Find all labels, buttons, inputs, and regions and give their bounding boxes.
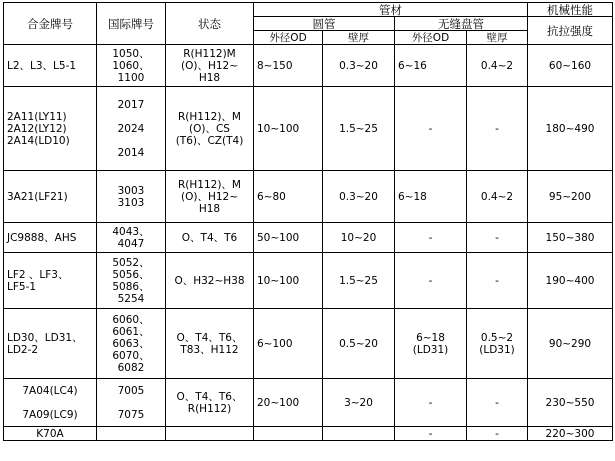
header-temper-state: 状态 [166, 3, 254, 45]
round-wall-cell: 1.5~25 [323, 87, 395, 171]
state-cell: R(H112)M (O)、H12~ H18 [166, 45, 254, 87]
header-seamless-coil: 无缝盘管 [395, 17, 528, 31]
tensile-cell: 150~380 [528, 223, 613, 253]
state-cell: O、T4、T6、 R(H112) [166, 379, 254, 427]
table-row [4, 45, 613, 87]
coil-wall-cell: - [467, 379, 528, 427]
header-coil-wall: 壁厚 [467, 31, 528, 45]
tensile-cell: 95~200 [528, 171, 613, 223]
state-cell: O、T4、T6、 T83、H112 [166, 309, 254, 379]
coil-od-cell: 6~16 [395, 45, 467, 87]
coil-wall-cell: - [467, 427, 528, 441]
alloy-cell: LD30、LD31、 LD2-2 [4, 309, 97, 379]
alloy-table-wrapper [3, 2, 613, 441]
intl-cell: 1050、 1060、 1100 [97, 45, 166, 87]
round-wall-cell: 10~20 [323, 223, 395, 253]
round-od-cell: 6~80 [254, 171, 323, 223]
coil-wall-cell: 0.4~2 [467, 45, 528, 87]
tensile-cell: 60~160 [528, 45, 613, 87]
table-row [4, 309, 613, 379]
state-cell: R(H112)、M (O)、CS (T6)、CZ(T4) [166, 87, 254, 171]
alloy-cell: 7A04(LC4) 7A09(LC9) [4, 379, 97, 427]
tensile-cell: 190~400 [528, 253, 613, 309]
coil-od-cell: - [395, 253, 467, 309]
alloy-cell: LF2 、LF3、 LF5-1 [4, 253, 97, 309]
round-od-cell [254, 427, 323, 441]
alloy-cell: JC9888、AHS [4, 223, 97, 253]
coil-wall-cell: - [467, 87, 528, 171]
state-cell [166, 427, 254, 441]
state-cell: R(H112)、M (O)、H12~ H18 [166, 171, 254, 223]
header-row-1 [4, 3, 613, 17]
round-wall-cell: 1.5~25 [323, 253, 395, 309]
state-cell: O、T4、T6 [166, 223, 254, 253]
round-wall-cell [323, 427, 395, 441]
aluminum-tube-spec-table [3, 2, 613, 441]
alloy-cell: 3A21(LF21) [4, 171, 97, 223]
header-round-tube: 圆管 [254, 17, 395, 31]
coil-od-cell: 6~18 [395, 171, 467, 223]
coil-od-cell: 6~18 (LD31) [395, 309, 467, 379]
round-od-cell: 6~100 [254, 309, 323, 379]
intl-cell: 3003 3103 [97, 171, 166, 223]
tensile-cell: 90~290 [528, 309, 613, 379]
round-od-cell: 50~100 [254, 223, 323, 253]
intl-cell: 6060、 6061、 6063、 6070、 6082 [97, 309, 166, 379]
coil-wall-cell: 0.5~2 (LD31) [467, 309, 528, 379]
intl-cell: 7005 7075 [97, 379, 166, 427]
round-od-cell: 10~100 [254, 87, 323, 171]
intl-cell [97, 427, 166, 441]
header-mechanical-properties: 机械性能 [528, 3, 613, 17]
coil-wall-cell: - [467, 253, 528, 309]
coil-od-cell: - [395, 223, 467, 253]
table-row [4, 87, 613, 171]
alloy-cell: 2A11(LY11) 2A12(LY12) 2A14(LD10) [4, 87, 97, 171]
intl-cell: 5052、 5056、 5086、 5254 [97, 253, 166, 309]
header-tensile-strength: 抗拉强度 [528, 17, 613, 45]
table-row [4, 171, 613, 223]
round-wall-cell: 0.3~20 [323, 45, 395, 87]
intl-cell: 2017 2024 2014 [97, 87, 166, 171]
tensile-cell: 230~550 [528, 379, 613, 427]
coil-od-cell: - [395, 379, 467, 427]
round-wall-cell: 0.5~20 [323, 309, 395, 379]
coil-od-cell: - [395, 427, 467, 441]
tensile-cell: 220~300 [528, 427, 613, 441]
coil-wall-cell: 0.4~2 [467, 171, 528, 223]
header-international-grade: 国际牌号 [97, 3, 166, 45]
coil-wall-cell: - [467, 223, 528, 253]
header-coil-od: 外径OD [395, 31, 467, 45]
round-wall-cell: 0.3~20 [323, 171, 395, 223]
tensile-cell: 180~490 [528, 87, 613, 171]
round-od-cell: 20~100 [254, 379, 323, 427]
table-row [4, 427, 613, 441]
header-round-wall: 壁厚 [323, 31, 395, 45]
table-row [4, 253, 613, 309]
alloy-cell: K70A [4, 427, 97, 441]
header-alloy-grade: 合金牌号 [4, 3, 97, 45]
round-od-cell: 8~150 [254, 45, 323, 87]
header-round-od: 外径OD [254, 31, 323, 45]
alloy-cell: L2、L3、L5-1 [4, 45, 97, 87]
round-od-cell: 10~100 [254, 253, 323, 309]
intl-cell: 4043、 4047 [97, 223, 166, 253]
coil-od-cell: - [395, 87, 467, 171]
header-tube: 管材 [254, 3, 528, 17]
state-cell: O、H32~H38 [166, 253, 254, 309]
table-row [4, 379, 613, 427]
round-wall-cell: 3~20 [323, 379, 395, 427]
table-row [4, 223, 613, 253]
